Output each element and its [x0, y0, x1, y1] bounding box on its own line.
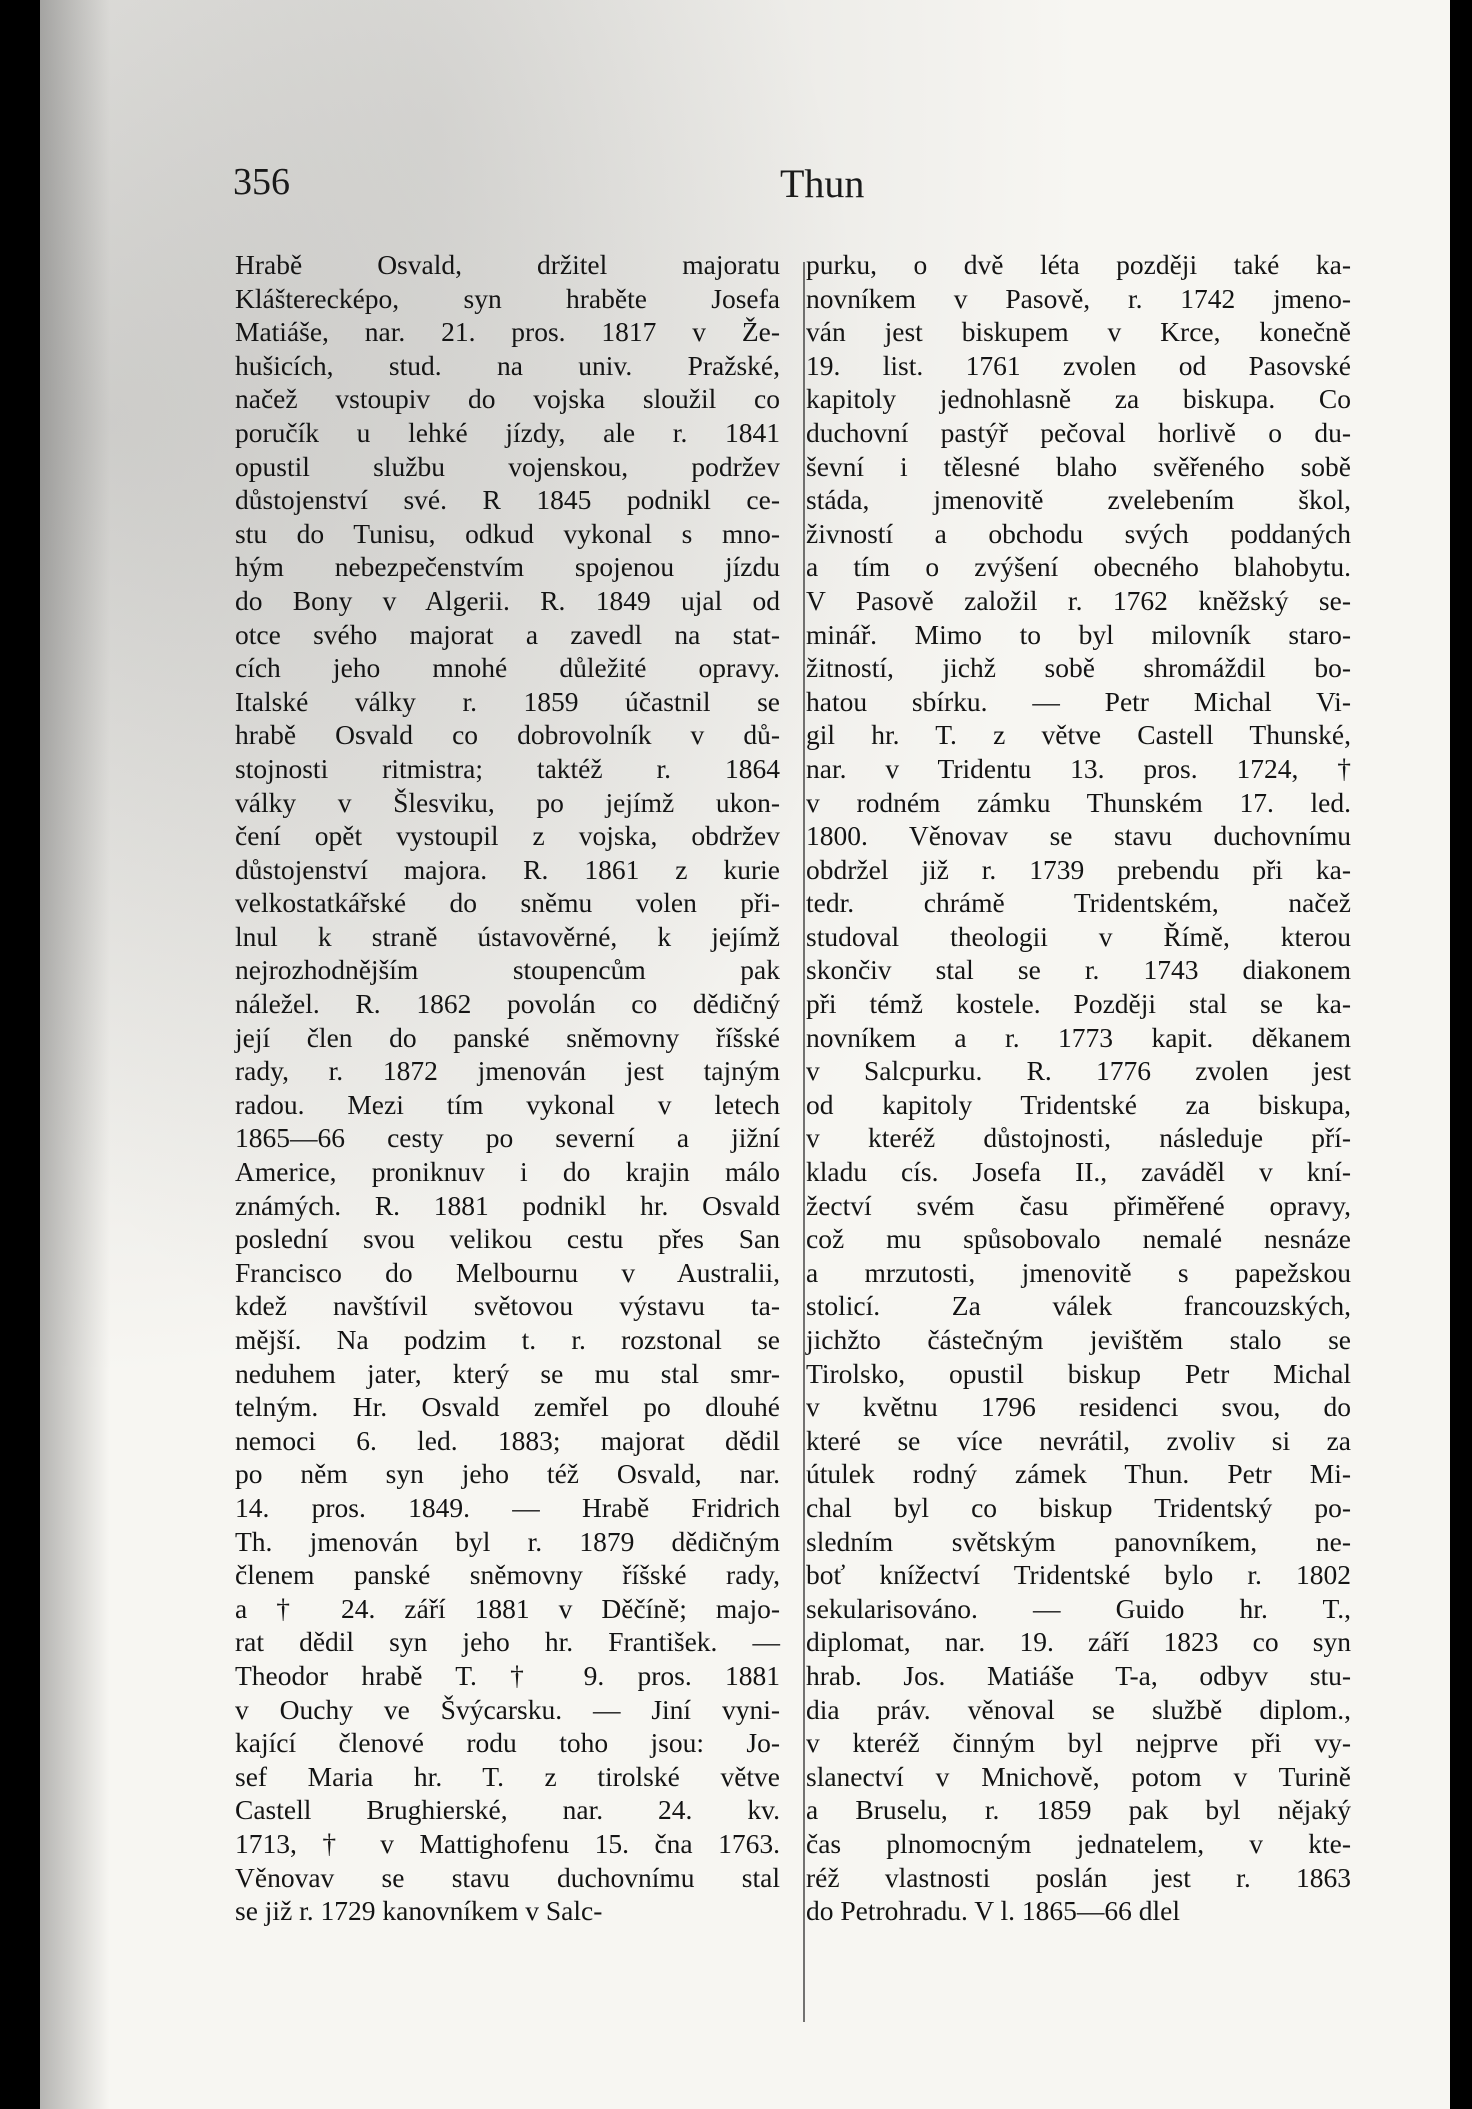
text-line: v Salcpurku. R. 1776 zvolen jest [806, 1055, 1351, 1087]
text-line: 1800. Věnovav se stavu duchovnímu [806, 820, 1351, 852]
text-line: 19. list. 1761 zvolen od Pasovské [806, 349, 1351, 381]
text-line: hrabě Osvald co dobrovolník v dů- [235, 719, 780, 751]
text-line: čas plnomocným jednatelem, v kte- [806, 1827, 1351, 1859]
text-line: Tirolsko, opustil biskup Petr Michal [806, 1357, 1351, 1389]
text-line: studoval theologii v Římě, kterou [806, 920, 1351, 952]
text-line: jichžto částečným jevištěm stalo se [806, 1324, 1351, 1355]
text-line: chal byl co biskup Tridentský po- [806, 1491, 1351, 1523]
text-line: rat dědil syn jeho hr. František. — [235, 1626, 780, 1658]
text-line: Castell Brughierské, nar. 24. kv. [235, 1794, 780, 1826]
text-line: do Petrohradu. V l. 1865—66 dlel [806, 1895, 1181, 1927]
text-line: 14. pros. 1849. — Hrabě Fridrich [235, 1491, 780, 1523]
text-line: 1713, † v Mattighofenu 15. čna 1763. [235, 1827, 780, 1859]
text-line: poručík u lehké jízdy, ale r. 1841 [235, 416, 780, 448]
text-line: novníkem a r. 1773 kapit. děkanem [806, 1021, 1351, 1053]
text-line: ševní i tělesné blaho svěřeného sobě [806, 450, 1351, 482]
text-line: otce svého majorat a zavedl na stat- [235, 618, 780, 650]
text-line: důstojenství své. R 1845 podnikl ce- [235, 484, 780, 516]
right-text-column [806, 248, 1351, 1928]
text-line: důstojenství majora. R. 1861 z kurie [235, 853, 780, 885]
text-line: ván jest biskupem v Krce, konečně [806, 316, 1351, 348]
text-line: rady, r. 1872 jmenován jest tajným [235, 1055, 780, 1087]
text-line: purku, o dvě léta později také ka- [806, 249, 1351, 280]
text-line: stáda, jmenovitě zvelebením škol, [806, 484, 1351, 516]
text-line: telným. Hr. Osvald zemřel po dlouhé [235, 1391, 780, 1423]
text-line: Francisco do Melbournu v Australii, [235, 1256, 780, 1288]
text-line: poslední svou velikou cestu přes San [235, 1223, 780, 1255]
text-line: do Bony v Algerii. R. 1849 ujal od [235, 584, 780, 616]
text-line: čení opět vystoupil z vojska, obdržev [235, 820, 780, 852]
text-line: Americe, proniknuv i do krajin málo [235, 1156, 780, 1188]
page-number: 356 [233, 161, 290, 203]
text-line: v kteréž činným byl nejprve při vy- [806, 1727, 1351, 1759]
text-line: útulek rodný zámek Thun. Petr Mi- [806, 1458, 1351, 1490]
running-head: Thun [780, 161, 865, 206]
text-line: žitností, jichž sobě shromáždil bo- [806, 652, 1351, 684]
page-header [40, 160, 1450, 220]
left-text-column [235, 248, 780, 1928]
text-line: a † 24. září 1881 v Děčíně; majo- [235, 1592, 780, 1624]
text-line: boť knížectví Tridentské bylo r. 1802 [806, 1559, 1351, 1591]
text-line: stolicí. Za válek francouzských, [806, 1290, 1351, 1322]
text-line: od kapitoly Tridentské za biskupa, [806, 1088, 1351, 1120]
text-line: což mu spůsobovalo nemalé nesnáze [806, 1223, 1351, 1255]
text-line: radou. Mezi tím vykonal v letech [235, 1088, 780, 1120]
text-line: v rodném zámku Thunském 17. led. [806, 786, 1351, 818]
text-line: živností a obchodu svých poddaných [806, 517, 1351, 549]
text-line: kladu cís. Josefa II., zaváděl v kní- [806, 1156, 1351, 1188]
text-line: stu do Tunisu, odkud vykonal s mno- [235, 517, 780, 549]
text-line: velkostatkářské do sněmu volen při- [235, 887, 780, 919]
text-line: hušicích, stud. na univ. Pražské, [235, 349, 780, 381]
text-line: mější. Na podzim t. r. rozstonal se [235, 1324, 780, 1355]
text-line: skončiv stal se r. 1743 diakonem [806, 954, 1351, 986]
text-line: hrab. Jos. Matiáše T-a, odbyv stu- [806, 1659, 1351, 1691]
text-line: sledním světským panovníkem, ne- [806, 1525, 1351, 1557]
text-line: 1865—66 cesty po severní a jižní [235, 1122, 780, 1154]
text-line: stojnosti ritmistra; taktéž r. 1864 [235, 752, 780, 784]
text-line: lnul k straně ústavověrné, k jejímž [235, 920, 780, 952]
text-line: minář. Mimo to byl milovník staro- [806, 618, 1351, 650]
text-line: v Ouchy ve Švýcarsku. — Jiní vyni- [235, 1693, 780, 1725]
text-line: v květnu 1796 residenci svou, do [806, 1391, 1351, 1423]
text-line: Th. jmenován byl r. 1879 dědičným [235, 1525, 780, 1557]
text-line: členem panské sněmovny říšské rady, [235, 1559, 780, 1591]
text-line: a Bruselu, r. 1859 pak byl nějaký [806, 1794, 1351, 1826]
text-line: diplomat, nar. 19. září 1823 co syn [806, 1626, 1351, 1658]
text-line: Věnovav se stavu duchovnímu stal [235, 1861, 780, 1893]
text-line: se již r. 1729 kanovníkem v Salc- [235, 1895, 603, 1927]
text-line: Klášterecképo, syn hraběte Josefa [235, 282, 780, 314]
text-line: cích jeho mnohé důležité opravy. [235, 652, 780, 684]
text-line: a mrzutosti, jmenovitě s papežskou [806, 1256, 1351, 1288]
text-line: hým nebezpečenstvím spojenou jízdu [235, 551, 780, 583]
text-line: nar. v Tridentu 13. pros. 1724, † [806, 752, 1351, 784]
text-line: kající členové rodu toho jsou: Jo- [235, 1727, 780, 1759]
text-line: nejrozhodnějším stoupencům pak [235, 954, 780, 986]
text-line: novníkem v Pasově, r. 1742 jmeno- [806, 282, 1351, 314]
text-line: V Pasově založil r. 1762 kněžský se- [806, 584, 1351, 616]
text-line: obdržel již r. 1739 prebendu při ka- [806, 853, 1351, 885]
text-line: při témž kostele. Později stal se ka- [806, 988, 1351, 1020]
text-line: slanectví v Mnichově, potom v Turině [806, 1760, 1351, 1792]
book-page [40, 0, 1450, 2109]
text-line: nemoci 6. led. 1883; majorat dědil [235, 1424, 780, 1456]
text-line: Hrabě Osvald, držitel majoratu [235, 249, 780, 280]
text-line: v kteréž důstojnosti, následuje pří- [806, 1122, 1351, 1154]
text-line: náležel. R. 1862 povolán co dědičný [235, 988, 780, 1020]
text-line: války v Šlesviku, po jejímž ukon- [235, 786, 780, 818]
text-line: sekularisováno. — Guido hr. T., [806, 1592, 1351, 1624]
text-line: její člen do panské sněmovny říšské [235, 1021, 780, 1053]
text-line: a tím o zvýšení obecného blahobytu. [806, 551, 1351, 583]
text-line: sef Maria hr. T. z tirolské větve [235, 1760, 780, 1792]
text-line: Italské války r. 1859 účastnil se [235, 685, 780, 717]
text-line: duchovní pastýř pečoval horlivě o du- [806, 416, 1351, 448]
text-line: neduhem jater, který se mu stal smr- [235, 1357, 780, 1389]
text-line: kdež navštívil světovou výstavu ta- [235, 1290, 780, 1322]
text-line: po něm syn jeho též Osvald, nar. [235, 1458, 780, 1490]
text-line: opustil službu vojenskou, podržev [235, 450, 780, 482]
text-line: Matiáše, nar. 21. pros. 1817 v Že- [235, 316, 780, 348]
text-line: které se více nevrátil, zvoliv si za [806, 1424, 1351, 1456]
text-line: tedr. chrámě Tridentském, načež [806, 887, 1351, 919]
text-line: žectví svém času přiměřené opravy, [806, 1189, 1351, 1221]
text-line: známých. R. 1881 podnikl hr. Osvald [235, 1189, 780, 1221]
text-line: kapitoly jednohlasně za biskupa. Co [806, 383, 1351, 415]
text-line: hatou sbírku. — Petr Michal Vi- [806, 685, 1351, 717]
text-line: Theodor hrabě T. † 9. pros. 1881 [235, 1659, 780, 1691]
column-divider [803, 262, 805, 2022]
text-line: gil hr. T. z větve Castell Thunské, [806, 719, 1351, 751]
text-line: načež vstoupiv do vojska sloužil co [235, 383, 780, 415]
text-line: dia práv. věnoval se službě diplom., [806, 1693, 1351, 1725]
text-line: réž vlastnosti poslán jest r. 1863 [806, 1861, 1351, 1893]
